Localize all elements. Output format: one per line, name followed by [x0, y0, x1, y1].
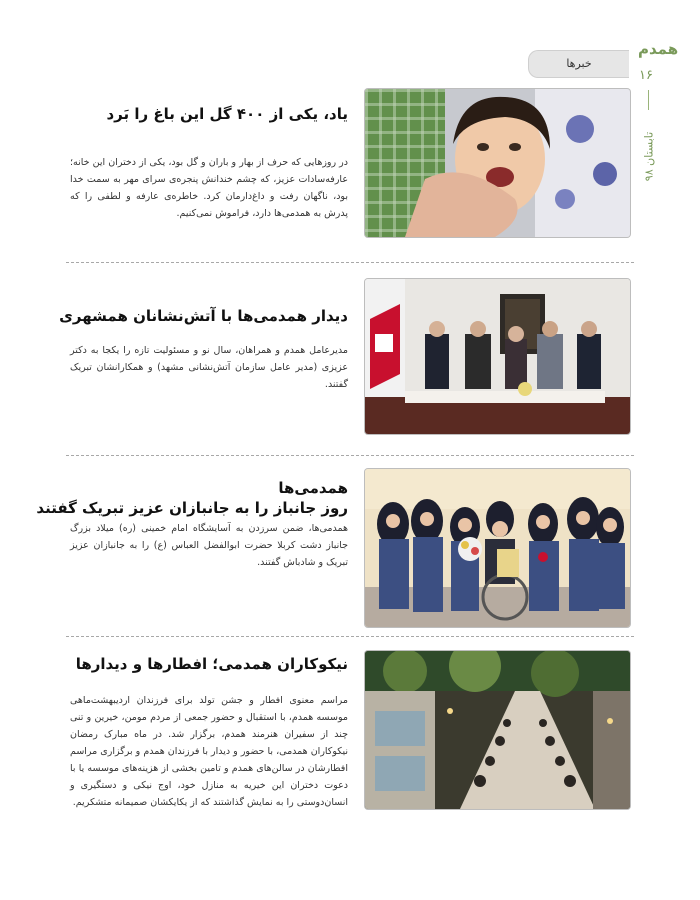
article-photo-girl	[365, 89, 630, 237]
article-photo-meeting	[365, 279, 630, 434]
photo-girl-illustration	[365, 89, 630, 237]
section-label: خبرها	[566, 57, 592, 70]
article-headline-line1: همدمی‌ها	[278, 479, 348, 497]
article-divider	[66, 636, 634, 637]
magazine-logo: همدم	[638, 40, 679, 58]
article-body: همدمی‌ها، ضمن سرزدن به آسایشگاه امام خمینی (ره) میلاد بزرگ جانباز دشت کربلا حضرت ابوالفضل العباس (ع) را به جانبازان عزیز تبریک و شادباش گفتند.	[70, 523, 348, 568]
page-number: ۱۶	[639, 68, 653, 83]
article-4	[70, 654, 635, 814]
article-3	[36, 472, 635, 632]
article-photo-iftar	[365, 651, 630, 809]
article-2	[59, 282, 635, 437]
article-headline: نیکوکاران همدمی؛ افطارها و دیدارها	[75, 655, 348, 673]
photo-iftar-illustration	[365, 651, 630, 809]
article-headline-line2: روز جانباز را به جانبازان عزیز تبریک گفتند	[36, 499, 348, 517]
article-body: مدیرعامل همدم و همراهان، سال نو و مسئولیت تازه را یکجا به دکتر عزیزی (مدیر عامل سازمان آتش‌نشانی مشهد) و همکارانشان تبریک گفتند.	[70, 345, 348, 390]
article-body: مراسم معنوی افطار و جشن تولد برای فرزندان اردیبهشت‌ماهی موسسه همدم، با استقبال و حضور جمعی از مردم مومن، خیرین و تنی چند از سفیران هنرمند همدم، برگزار شد. در ماه مبارک رمضان نیکوکاران همدمی، با حضور و دیدار با فرزندان همدم و برگزاری مراسم افطارشان در سالن‌های همدم و تامین بخشی از هزینه‌های موسسه یا با دعوت دختران این خیریه به منازل خود، اوج نیکی و دستگیری و انسان‌دوستی را به نمایش گذاشتند که از یکایکشان صمیمانه متشکریم.	[70, 695, 348, 808]
article-body: در روزهایی که حرف از بهار و باران و گل بود، یکی از دختران این خانه؛ عارفه‌سادات عزیز، که چشم خندانش پنجره‌ی سرای مهر به سمت خدا بود، ناگهان رفت و داغ‌دارمان کرد. خاطره‌ی عارفه و لطفی را که پدرش به همدمی‌ها دارد، فراموش نمی‌کنیم.	[70, 157, 348, 219]
article-photo-veterans	[365, 469, 630, 627]
header-divider	[648, 90, 649, 110]
issue-label: تابستان ۹۸	[642, 131, 656, 182]
article-divider	[66, 455, 634, 456]
article-headline: یاد، یکی از ۴۰۰ گل این باغ را بَرد	[106, 105, 348, 123]
magazine-mark	[636, 40, 679, 240]
photo-veterans-illustration	[365, 469, 630, 627]
section-tab	[528, 50, 629, 78]
article-headline: دیدار همدمی‌ها با آتش‌نشانان همشهری	[59, 307, 348, 325]
article-divider	[66, 262, 634, 263]
article-1	[70, 92, 635, 242]
photo-meeting-illustration	[365, 279, 630, 434]
